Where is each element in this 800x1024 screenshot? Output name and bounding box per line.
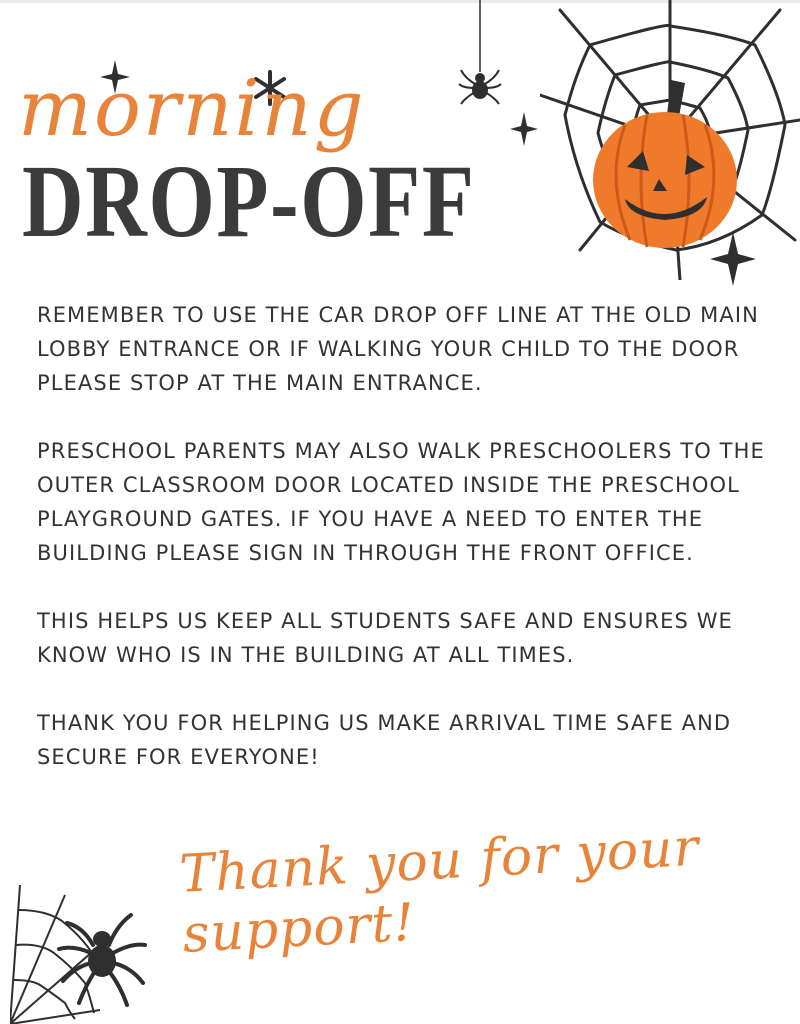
- paragraph-preschool: PRESCHOOL PARENTS MAY ALSO WALK PRESCHOOLERS TO THE OUTER CLASSROOM DOOR LOCATED INSIDE THE PRESCHOOL PLAYGROUND GATES. IF YOU HAVE A NEED TO ENTER THE BUILDING PLEASE SIGN IN THROUGH THE FRONT OFFICE.: [37, 439, 765, 565]
- paragraph-thanks: THANK YOU FOR HELPING US MAKE ARRIVAL TIME SAFE AND SECURE FOR EVERYONE!: [37, 711, 732, 769]
- spider-icon: [55, 905, 150, 1010]
- signoff: Thank you for your support!: [178, 817, 701, 965]
- sparkle-icon: [710, 232, 756, 286]
- main-title: DROP-OFF: [22, 144, 476, 259]
- script-title: morning: [18, 64, 366, 154]
- pumpkin-icon: [585, 75, 745, 250]
- sparkle-icon: [510, 112, 538, 146]
- spider-icon: [455, 0, 505, 110]
- paragraph-car-line: REMEMBER TO USE THE CAR DROP OFF LINE AT THE OLD MAIN LOBBY ENTRANCE OR IF WALKING YOUR CHILD TO THE DOOR PLEASE STOP AT THE MAIN ENTRANCE.: [37, 303, 759, 395]
- notice-body: [37, 298, 777, 808]
- paragraph-safety: THIS HELPS US KEEP ALL STUDENTS SAFE AND ENSURES WE KNOW WHO IS IN THE BUILDING AT ALL TIMES.: [37, 609, 733, 667]
